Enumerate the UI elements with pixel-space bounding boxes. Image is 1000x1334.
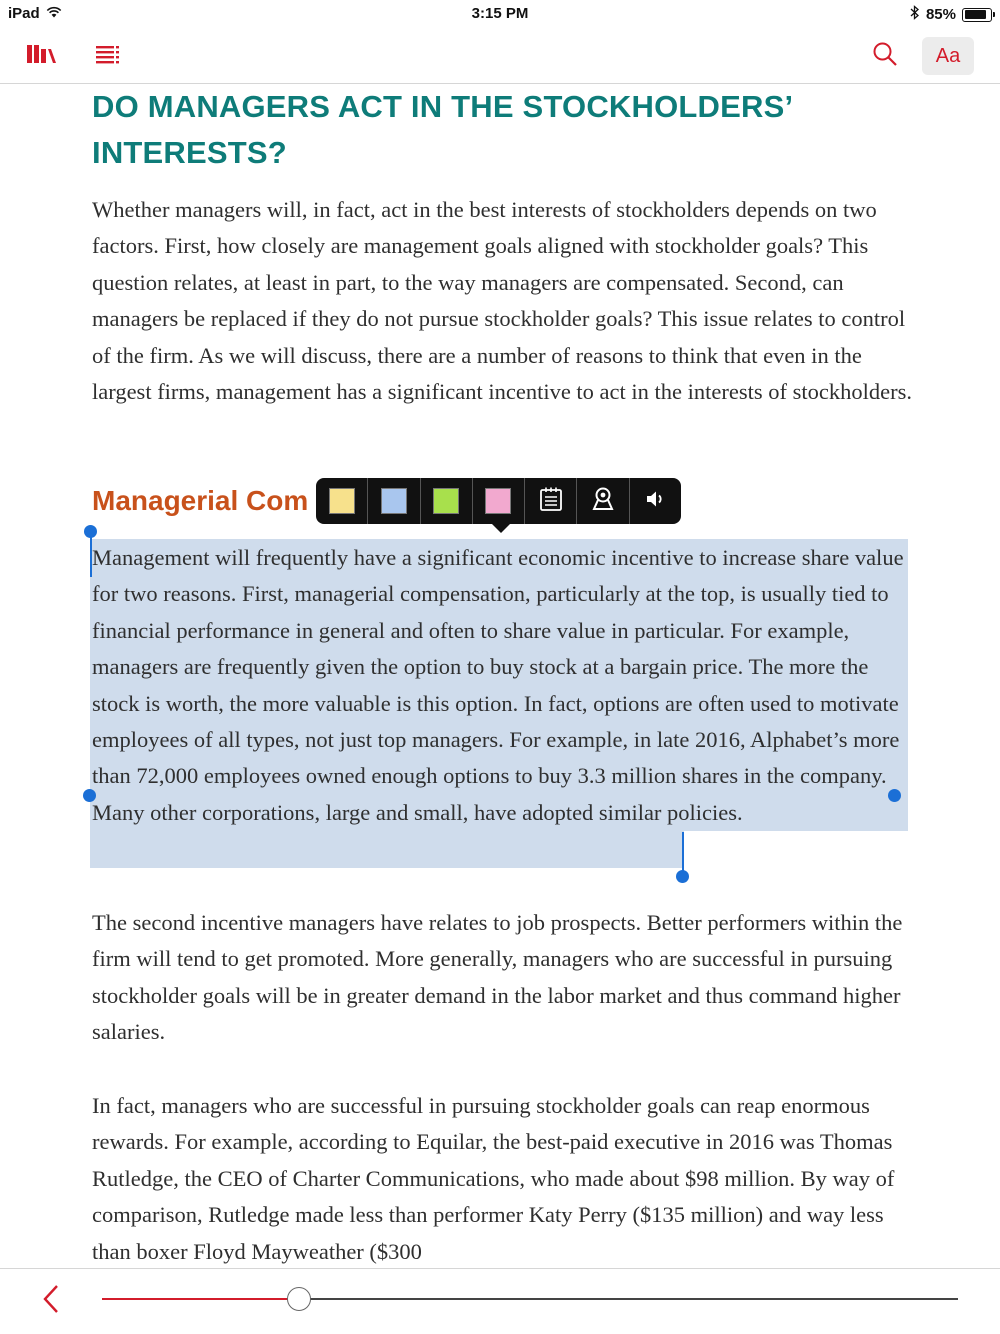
page-slider[interactable] bbox=[102, 1298, 958, 1300]
battery-icon bbox=[962, 8, 992, 22]
text-settings-button[interactable]: Aa bbox=[922, 37, 974, 75]
selection-highlight-end bbox=[90, 831, 684, 868]
pin-icon bbox=[591, 486, 615, 517]
paragraph[interactable]: In fact, managers who are successful in pursuing stockholder goals can reap enormous rewards. For example, according to Equilar, the best-paid executive in 2016 was Thomas Rutledge, the CEO of Charter Communications, who made about $98 million. By way of comparison, Rutledge made less than performer Katy Perry ($135 million) and way less than boxer Floyd Mayweather ($300 bbox=[92, 1093, 895, 1264]
search-button[interactable] bbox=[866, 36, 904, 76]
speaker-icon bbox=[644, 488, 666, 515]
chevron-left-icon bbox=[41, 1283, 61, 1320]
back-button[interactable] bbox=[36, 1283, 66, 1319]
battery-level bbox=[965, 10, 986, 19]
add-note-button[interactable] bbox=[525, 478, 577, 524]
highlight-green-button[interactable] bbox=[421, 478, 473, 524]
selection-right-handle[interactable] bbox=[888, 789, 901, 802]
toc-icon bbox=[95, 44, 121, 69]
device-label: iPad bbox=[8, 5, 40, 22]
page-slider-progress bbox=[102, 1298, 299, 1300]
read-aloud-button[interactable] bbox=[630, 478, 681, 524]
highlight-blue-button[interactable] bbox=[368, 478, 420, 524]
section-heading: Managerial Com bbox=[92, 485, 309, 516]
library-button[interactable] bbox=[22, 36, 60, 76]
battery-percent: 85% bbox=[925, 6, 956, 23]
chapter-title: DO MANAGERS ACT IN THE STOCKHOLDERS’ INTERESTS? bbox=[92, 89, 792, 170]
selected-paragraph[interactable]: Management will frequently have a significant economic incentive to increase share value for two reasons. First, managerial compensation, particularly at the top, is usually tied to financial performance in general and often to share value in particular. For example, managers are frequently given the option to buy stock at a bargain price. The more the stock is worth, the more valuable is this option. In fact, options are often used to motivate employees of all types, not just top managers. For example, in late 2016, Alphabet’s more than 72,000 employees owned enough options to buy 3.3 million shares in the company. Many other corporations, large and small, have adopted similar policies. bbox=[92, 545, 904, 825]
add-bookmark-button[interactable] bbox=[577, 478, 629, 524]
library-icon bbox=[25, 43, 57, 70]
selection-end-caret bbox=[682, 832, 684, 874]
paragraph[interactable]: The second incentive managers have relates to job prospects. Better performers within the firm will tend to get promoted. More generally, managers who are successful in pursuing stockholder goals will be in greater demand in the labor market and thus command higher salaries. bbox=[92, 910, 903, 1045]
pink-swatch bbox=[485, 488, 511, 514]
paragraph[interactable]: Whether managers will, in fact, act in the best interests of stockholders depends on two factors. First, how closely are management goals aligned with stockholder goals? This question relates, at least in part, to the way managers are compensated. Second, can managers be replaced if they do not pursue stockholder goals? This issue relates to control of the firm. As we will discuss, there are a number of reasons to think that even in the largest firms, management has a significant incentive to act in the interests of stockholders. bbox=[92, 197, 912, 405]
yellow-swatch bbox=[329, 488, 355, 514]
note-icon bbox=[539, 486, 563, 517]
blue-swatch bbox=[381, 488, 407, 514]
status-time: 3:15 PM bbox=[471, 5, 529, 22]
table-of-contents-button[interactable] bbox=[90, 36, 126, 76]
highlight-menu bbox=[316, 478, 681, 524]
status-right bbox=[910, 5, 992, 24]
highlight-yellow-button[interactable] bbox=[316, 478, 368, 524]
status-bar bbox=[0, 0, 1000, 28]
green-swatch bbox=[433, 488, 459, 514]
selection-start-caret bbox=[90, 535, 92, 577]
reading-content bbox=[92, 84, 912, 1264]
bluetooth-icon bbox=[910, 5, 920, 24]
highlight-pink-button[interactable] bbox=[473, 478, 525, 524]
search-icon bbox=[872, 41, 898, 72]
bottom-bar bbox=[0, 1268, 1000, 1334]
reader-toolbar bbox=[0, 28, 1000, 84]
page-slider-knob[interactable] bbox=[287, 1287, 311, 1311]
selection-left-handle[interactable] bbox=[83, 789, 96, 802]
